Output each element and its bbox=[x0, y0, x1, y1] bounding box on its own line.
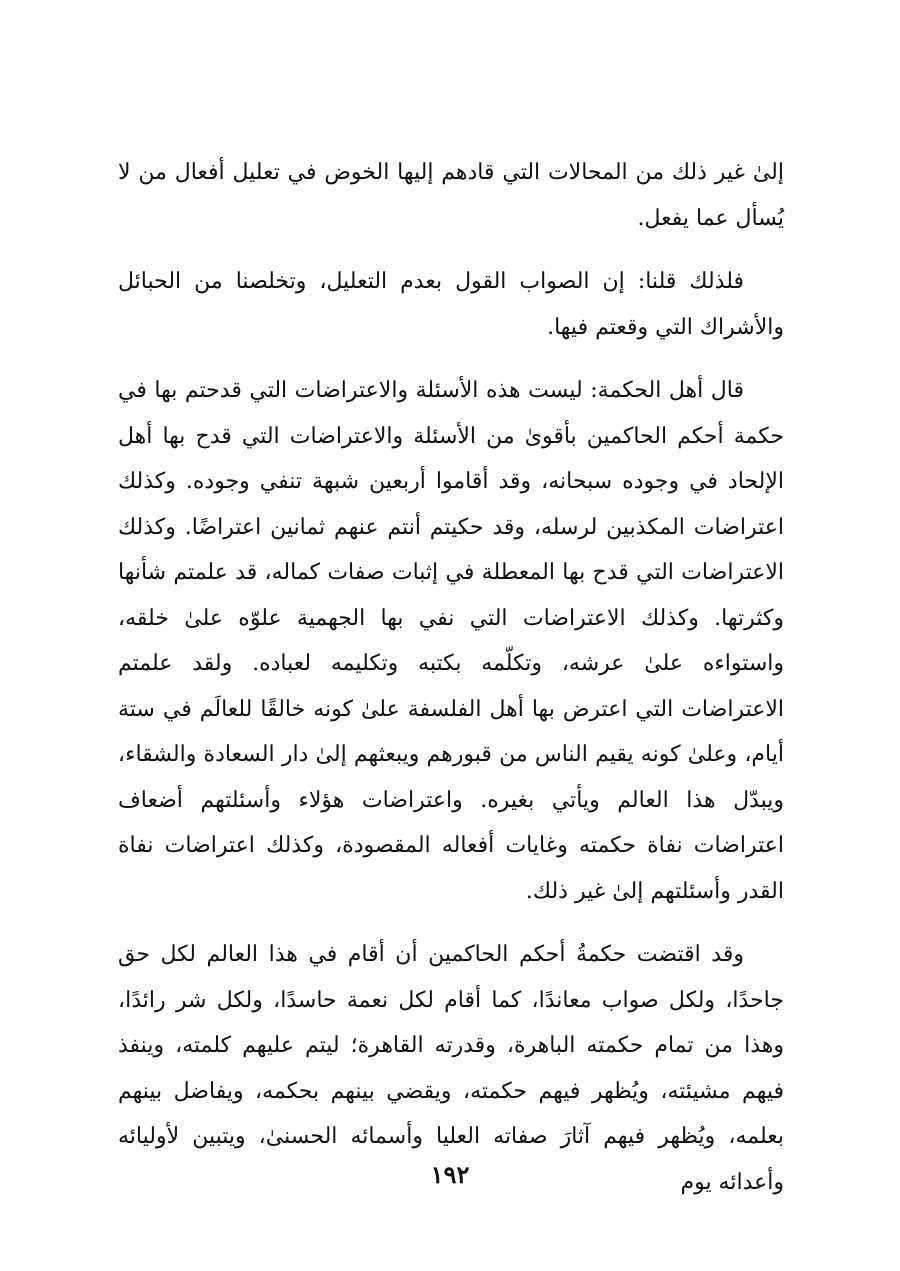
paragraph-2: فلذلك قلنا: إن الصواب القول بعدم التعليل، وتخلصنا من الحبائل والأشراك التي وقعتم فيها. bbox=[118, 269, 784, 340]
paragraph-4: وقد اقتضت حكمةُ أحكم الحاكمين أن أقام في هذا العالم لكل حق جاحدًا، ولكل صواب معاندًا، كما أقام لكل نعمة حاسدًا، ولكل شر رائدًا، وهذا من تمام حكمته الباهرة، وقدرته القاهرة؛ ليتم عليهم كلمته، وينفذ فيهم مشيئته، ويُظهر فيهم حكمته، ويقضي بينهم بحكمه، ويفاضل بينهم بعلمه، ويُظهر فيهم آثارَ صفاته العليا وأسمائه الحسنىٰ، ويتبين لأوليائه وأعدائه يوم bbox=[118, 942, 784, 1195]
paragraph-1: إلىٰ غير ذلك من المحالات التي قادهم إليها الخوض في تعليل أفعال من لا يُسأل عما يفعل. bbox=[118, 160, 784, 231]
page-body bbox=[118, 150, 784, 1223]
page-number: ١٩٢ bbox=[430, 1160, 470, 1189]
paragraph-3: قال أهل الحكمة: ليست هذه الأسئلة والاعتراضات التي قدحتم بها في حكمة أحكم الحاكمين بأقوىٰ من الأسئلة والاعتراضات التي قدح بها أهل الإلحاد في وجوده سبحانه، وقد أقاموا أربعين شبهة تنفي وجوده. وكذلك اعتراضات المكذبين لرسله، وقد حكيتم أنتم عنهم ثمانين اعتراضًا. وكذلك الاعتراضات التي قدح بها المعطلة في إثبات صفات كماله، قد علمتم شأنها وكثرتها. وكذلك الاعتراضات التي نفي بها الجهمية علوّه علىٰ خلقه، واستواءه علىٰ عرشه، وتكلّمه بكتبه وتكليمه لعباده. ولقد علمتم الاعتراضات التي اعترض بها أهل الفلسفة علىٰ كونه خالقًا للعالَم في ستة أيام، وعلىٰ كونه يقيم الناس من قبورهم ويبعثهم إلىٰ دار السعادة والشقاء، ويبدّل هذا العالم ويأتي بغيره. واعتراضات هؤلاء وأسئلتهم أضعاف اعتراضات نفاة حكمته وغايات أفعاله المقصودة، وكذلك اعتراضات نفاة القدر وأسئلتهم إلىٰ غير ذلك. bbox=[118, 378, 784, 904]
